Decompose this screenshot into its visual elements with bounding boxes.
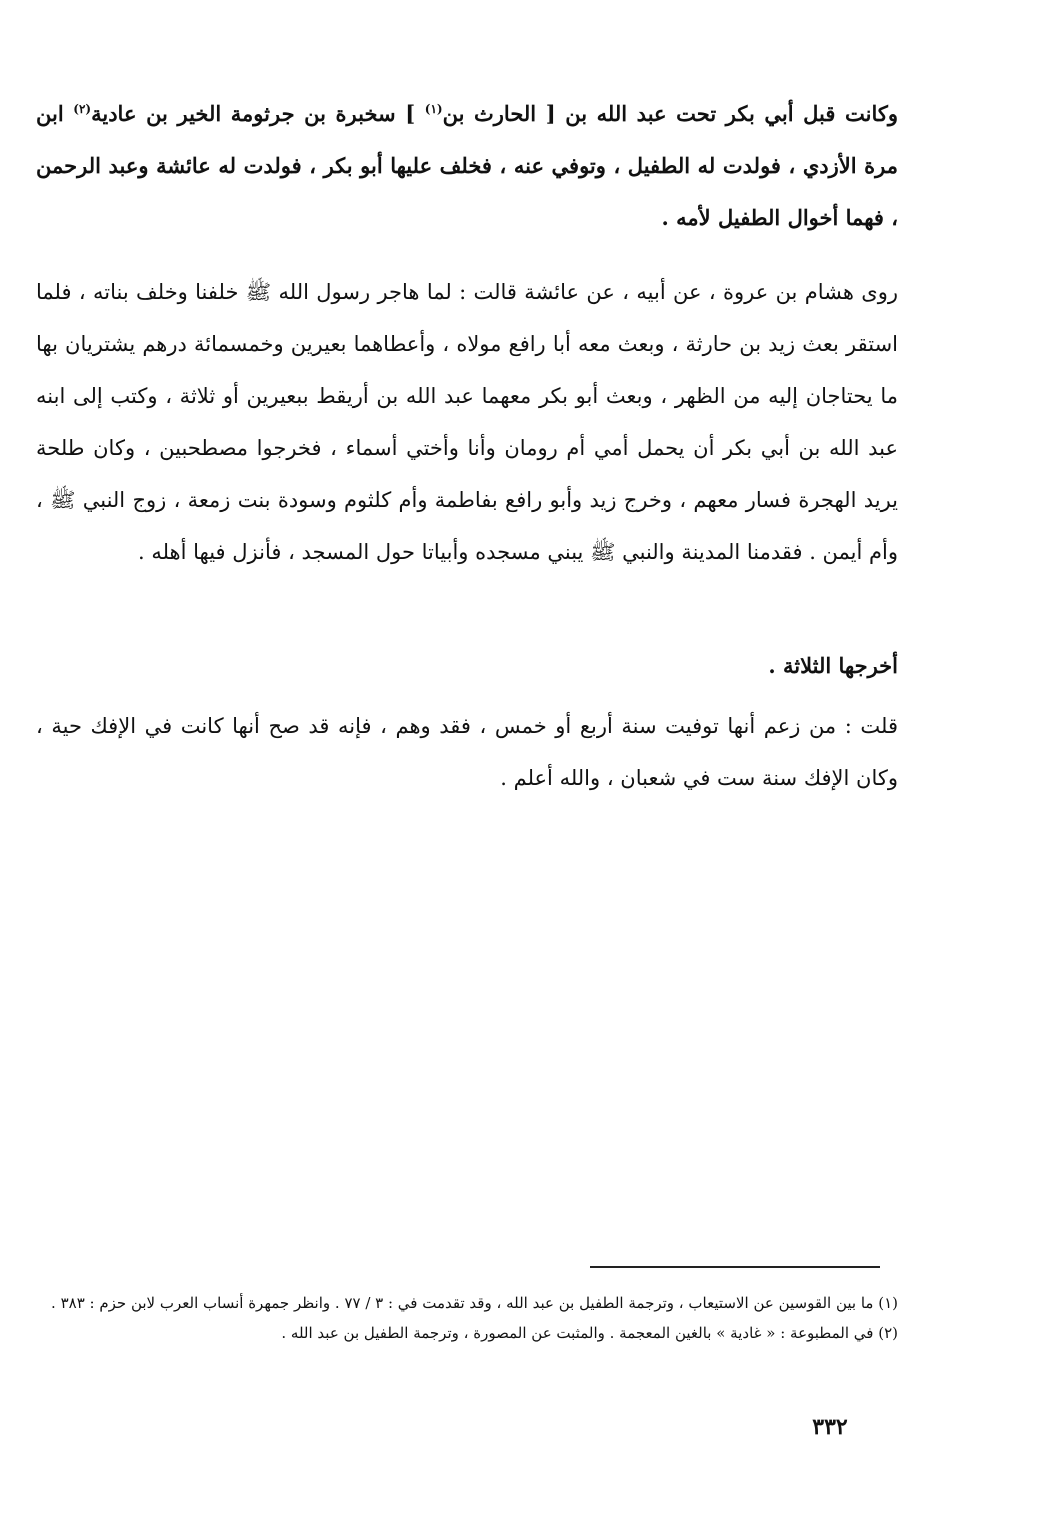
paragraph-lineage <box>36 88 898 244</box>
paragraph-lineage-text-a: وكانت قبل أبي بكر تحت عبد الله بن [ الحارث بن <box>442 101 899 126</box>
paragraph-commentary <box>36 700 898 804</box>
footnote-1: (١) ما بين القوسين عن الاستيعاب ، وترجمة الطفيل بن عبد الله ، وقد تقدمت في : ٣ / ٧٧ . وانظر جمهرة أنساب العرب لابن حزم : ٣٨٣ . <box>51 1294 898 1312</box>
page-number: ٣٣٢ <box>812 1414 848 1440</box>
paragraph-narration-text: روى هشام بن عروة ، عن أبيه ، عن عائشة قالت : لما هاجر رسول الله ﷺ خلفنا وخلف بناته ، فلما استقر بعث زيد بن حارثة ، وبعث معه أبا رافع مولاه ، وأعطاهما بعيرين وخمسمائة درهم يشتريان بها ما يحتاجان إليه من الظهر ، وبعث أبو بكر معهما عبد الله بن أريقط ببعيرين أو ثلاثة ، وكتب إلى ابنه عبد الله بن أبي بكر أن يحمل أمي أم رومان وأنا وأختي أسماء ، فخرجوا مصطحبين ، وكان طلحة يريد الهجرة فسار معهم ، وخرج زيد وأبو رافع بفاطمة وأم كلثوم وسودة بنت زمعة ، زوج النبي ﷺ ، وأم أيمن . فقدمنا المدينة والنبي ﷺ يبني مسجده وأبياتا حول المسجد ، فأنزل فيها أهله . <box>36 280 898 564</box>
paragraph-lineage-text-b: ] سخبرة بن جرثومة الخير بن عادية <box>91 101 416 126</box>
paragraph-commentary-text: قلت : من زعم أنها توفيت سنة أربع أو خمس ، فقد وهم ، فإنه قد صح أنها كانت في الإفك حية ، وكان الإفك سنة ست في شعبان ، والله أعلم . <box>36 714 898 790</box>
paragraph-lineage-text-c: ابن مرة الأزدي ، فولدت له الطفيل ، وتوفي عنه ، فخلف عليها أبو بكر ، فولدت له عائشة وعبد الرحمن ، فهما أخوال الطفيل لأمه . <box>36 101 898 230</box>
footnote-ref-2: (٢) <box>73 102 92 116</box>
paragraph-narration <box>36 266 898 578</box>
paragraph-attribution-text: أخرجها الثلاثة . <box>768 653 898 678</box>
footnote-divider <box>590 1266 880 1268</box>
footnote-2: (٢) في المطبوعة : « غادية » بالغين المعجمة . والمثبت عن المصورة ، وترجمة الطفيل بن عبد الله . <box>281 1324 898 1342</box>
footnotes <box>20 1290 898 1350</box>
paragraph-attribution <box>36 640 898 692</box>
footnote-ref-1: (١) <box>424 102 443 116</box>
